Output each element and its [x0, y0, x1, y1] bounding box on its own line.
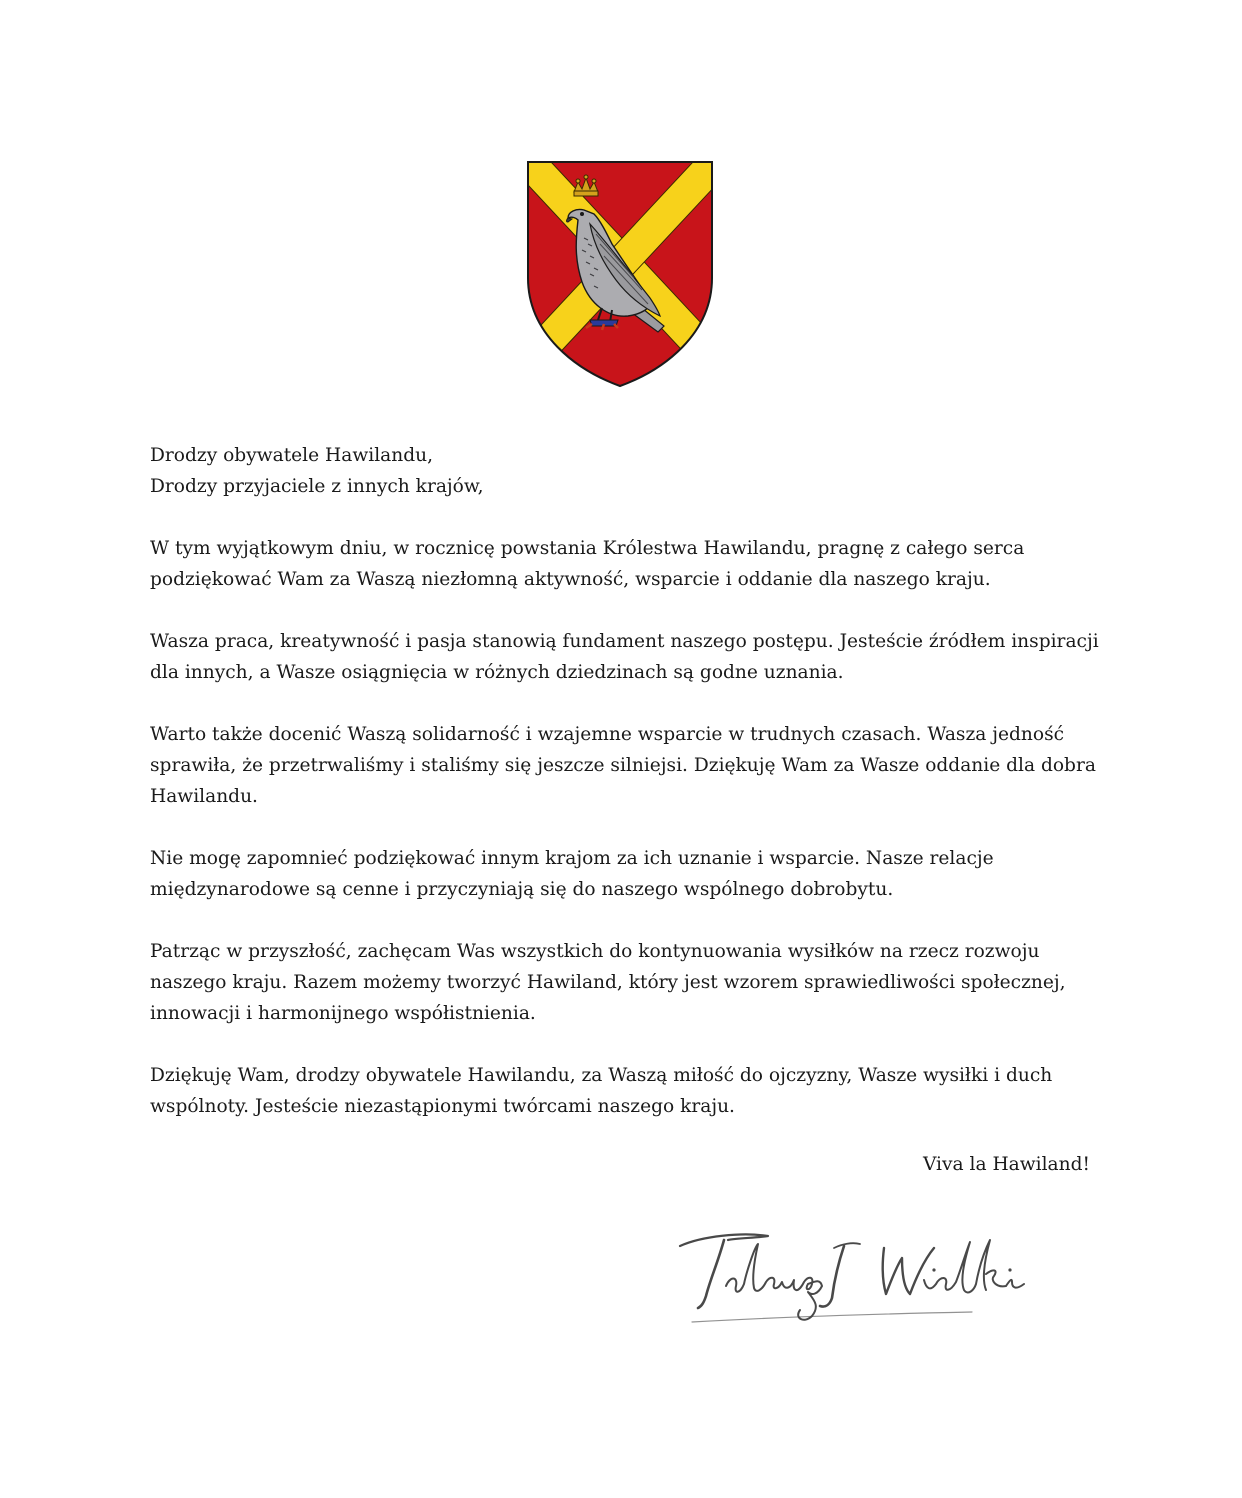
paragraph-5: Patrząc w przyszłość, zachęcam Was wszystkich do kontynuowania wysiłków na rzecz rozwoju naszego kraju. Razem możemy tworzyć Hawiland, który jest wzorem sprawiedliwości społecznej, innowacji i harmonijnego współistnienia. [150, 941, 1066, 1024]
paragraph-4: Nie mogę zapomnieć podziękować innym krajom za ich uznanie i wsparcie. Nasze relacje międzynarodowe są cenne i przyczyniają się do naszego wspólnego dobrobytu. [150, 848, 994, 900]
letter-body [150, 440, 1100, 1153]
greeting-line-1: Drodzy obywatele Hawilandu, [150, 445, 434, 466]
paragraph-2: Wasza praca, kreatywność i pasja stanowią fundament naszego postępu. Jesteście źródłem inspiracji dla innych, a Wasze osiągnięcia w różnych dziedzinach są godne uznania. [150, 631, 1099, 683]
signature-image [672, 1218, 1052, 1330]
greeting-line-2: Drodzy przyjaciele z innych krajów, [150, 476, 484, 497]
closing-salutation: Viva la Hawiland! [922, 1154, 1090, 1175]
paragraph-6: Dziękuję Wam, drodzy obywatele Hawilandu, za Waszą miłość do ojczyzny, Wasze wysiłki i duch wspólnoty. Jesteście niezastąpionymi twórcami naszego kraju. [150, 1065, 1053, 1117]
paragraph-3: Warto także docenić Waszą solidarność i wzajemne wsparcie w trudnych czasach. Wasza jedność sprawiła, że przetrwaliśmy i staliśmy się jeszcze silniejsi. Dziękuję Wam za Wasze oddanie dla dobra Hawilandu. [150, 724, 1096, 807]
greeting [150, 440, 1100, 502]
paragraph-1: W tym wyjątkowym dniu, w rocznicę powstania Królestwa Hawilandu, pragnę z całego serca podziękować Wam za Waszą niezłomną aktywność, wsparcie i oddanie dla naszego kraju. [150, 538, 1025, 590]
coat-of-arms-icon [524, 158, 716, 390]
